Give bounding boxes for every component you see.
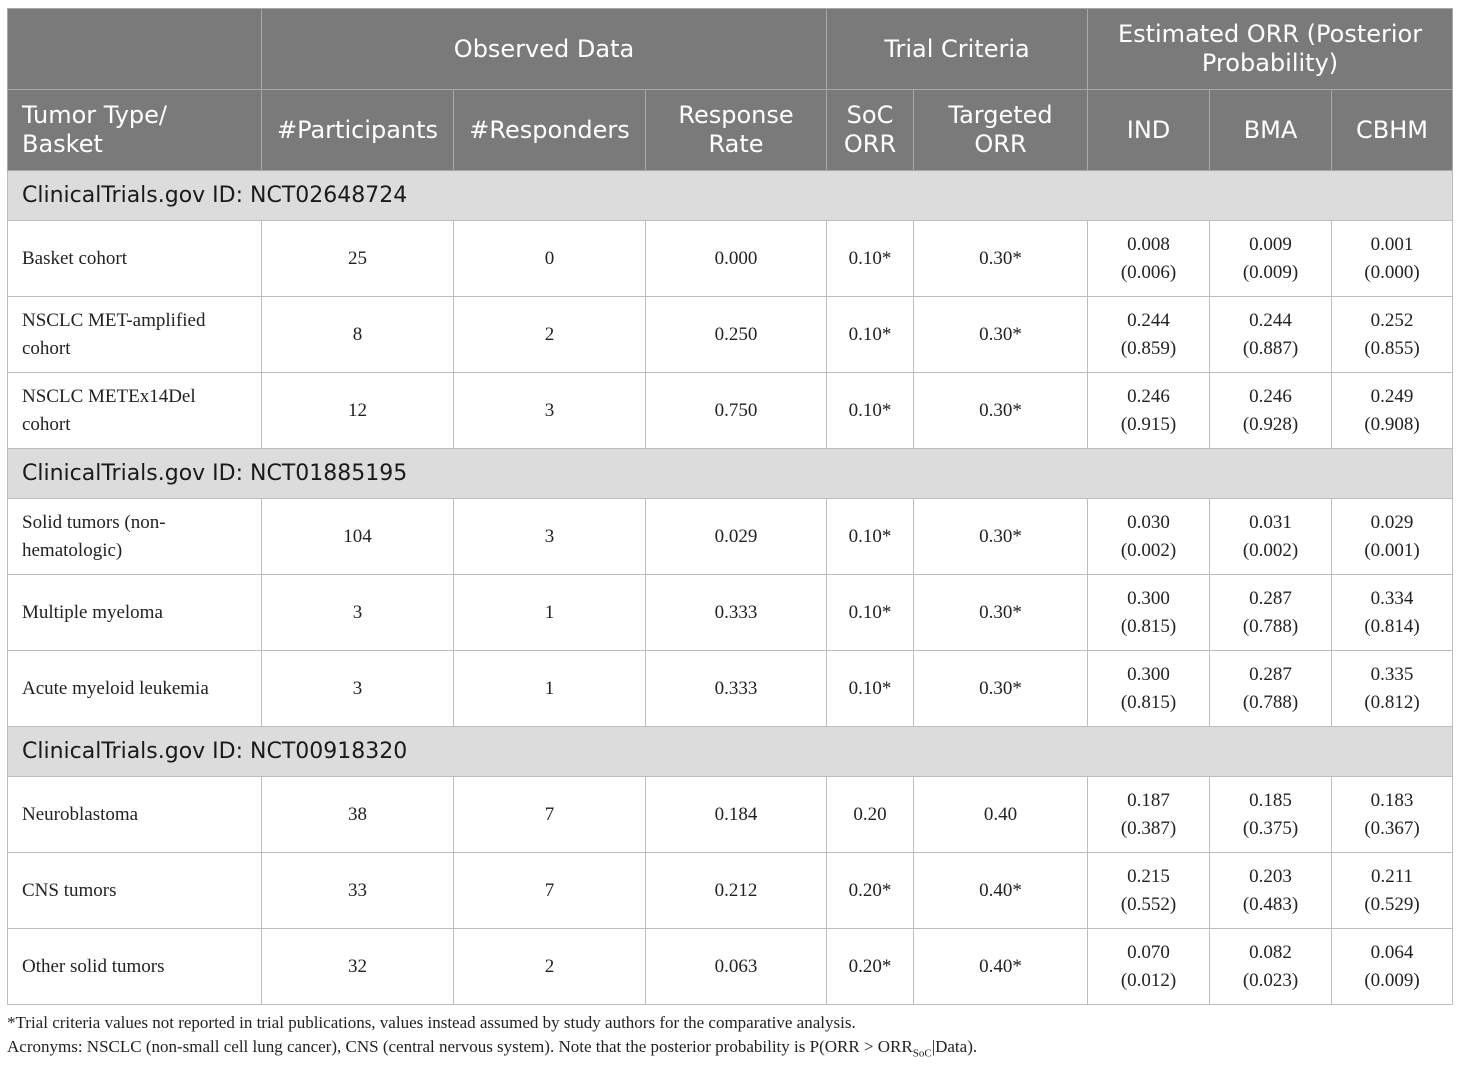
header-empty-cell — [8, 9, 262, 90]
bma-cell: 0.287 (0.788) — [1210, 651, 1332, 727]
section-title: ClinicalTrials.gov ID: NCT01885195 — [8, 449, 1453, 499]
targeted-orr-cell: 0.30* — [914, 651, 1088, 727]
responders-cell: 0 — [454, 221, 646, 297]
bma-cell: 0.082 (0.023) — [1210, 929, 1332, 1005]
table-row — [8, 221, 1453, 297]
cbhm-cell: 0.211 (0.529) — [1332, 853, 1453, 929]
section-title: ClinicalTrials.gov ID: NCT02648724 — [8, 171, 1453, 221]
table-row — [8, 297, 1453, 373]
tumor-type-cell: Basket cohort — [8, 221, 262, 297]
ind-cell: 0.008 (0.006) — [1088, 221, 1210, 297]
responders-cell: 1 — [454, 575, 646, 651]
cbhm-cell: 0.064 (0.009) — [1332, 929, 1453, 1005]
targeted-orr-cell: 0.30* — [914, 575, 1088, 651]
tumor-type-cell: Multiple myeloma — [8, 575, 262, 651]
responders-cell: 3 — [454, 373, 646, 449]
participants-cell: 32 — [262, 929, 454, 1005]
table-row — [8, 929, 1453, 1005]
targeted-orr-cell: 0.40* — [914, 853, 1088, 929]
cbhm-cell: 0.183 (0.367) — [1332, 777, 1453, 853]
asterisk-footnote: *Trial criteria values not reported in trial publications, values instead assumed by study authors for the comparative analysis. — [7, 1013, 856, 1032]
tumor-type-cell: NSCLC METEx14Del cohort — [8, 373, 262, 449]
targeted-orr-cell: 0.30* — [914, 373, 1088, 449]
targeted-orr-cell: 0.30* — [914, 499, 1088, 575]
responders-cell: 2 — [454, 929, 646, 1005]
cbhm-cell: 0.252 (0.855) — [1332, 297, 1453, 373]
response-rate-cell: 0.212 — [646, 853, 827, 929]
tumor-type-cell: Acute myeloid leukemia — [8, 651, 262, 727]
section-header-row — [8, 449, 1453, 499]
header-soc-orr: SoC ORR — [827, 90, 914, 171]
table-row — [8, 575, 1453, 651]
responders-cell: 1 — [454, 651, 646, 727]
header-trial-criteria: Trial Criteria — [827, 9, 1088, 90]
response-rate-cell: 0.184 — [646, 777, 827, 853]
participants-cell: 12 — [262, 373, 454, 449]
targeted-orr-cell: 0.40 — [914, 777, 1088, 853]
soc-orr-cell: 0.10* — [827, 297, 914, 373]
header-cbhm: CBHM — [1332, 90, 1453, 171]
responders-cell: 7 — [454, 853, 646, 929]
soc-orr-cell: 0.20 — [827, 777, 914, 853]
tumor-type-cell: CNS tumors — [8, 853, 262, 929]
participants-cell: 3 — [262, 651, 454, 727]
header-responders: #Responders — [454, 90, 646, 171]
acronyms-footnote: Acronyms: NSCLC (non-small cell lung cancer), CNS (central nervous system). Note that the posterior probability is $P(ORR > ORR_{SoC}|Data)$. — [7, 1037, 978, 1060]
ind-cell: 0.030 (0.002) — [1088, 499, 1210, 575]
soc-orr-cell: 0.10* — [827, 499, 914, 575]
ind-cell: 0.215 (0.552) — [1088, 853, 1210, 929]
bma-cell: 0.287 (0.788) — [1210, 575, 1332, 651]
soc-orr-cell: 0.10* — [827, 221, 914, 297]
header-row-groups — [8, 9, 1453, 90]
bma-cell: 0.244 (0.887) — [1210, 297, 1332, 373]
cbhm-cell: 0.249 (0.908) — [1332, 373, 1453, 449]
bma-cell: 0.203 (0.483) — [1210, 853, 1332, 929]
tumor-type-cell: Neuroblastoma — [8, 777, 262, 853]
header-estimated-orr: Estimated ORR (Posterior Probability) — [1088, 9, 1453, 90]
participants-cell: 25 — [262, 221, 454, 297]
participants-cell: 3 — [262, 575, 454, 651]
header-row-columns — [8, 90, 1453, 171]
cbhm-cell: 0.001 (0.000) — [1332, 221, 1453, 297]
header-targeted-orr: Targeted ORR — [914, 90, 1088, 171]
bma-cell: 0.009 (0.009) — [1210, 221, 1332, 297]
response-rate-cell: 0.029 — [646, 499, 827, 575]
soc-orr-cell: 0.10* — [827, 651, 914, 727]
section-title: ClinicalTrials.gov ID: NCT00918320 — [8, 727, 1453, 777]
response-rate-cell: 0.063 — [646, 929, 827, 1005]
results-table — [7, 8, 1453, 1005]
table-row — [8, 777, 1453, 853]
responders-cell: 2 — [454, 297, 646, 373]
header-ind: IND — [1088, 90, 1210, 171]
bma-cell: 0.185 (0.375) — [1210, 777, 1332, 853]
ind-cell: 0.187 (0.387) — [1088, 777, 1210, 853]
response-rate-cell: 0.333 — [646, 575, 827, 651]
bma-cell: 0.246 (0.928) — [1210, 373, 1332, 449]
tumor-type-cell: NSCLC MET-amplified cohort — [8, 297, 262, 373]
ind-cell: 0.070 (0.012) — [1088, 929, 1210, 1005]
cbhm-cell: 0.334 (0.814) — [1332, 575, 1453, 651]
response-rate-cell: 0.250 — [646, 297, 827, 373]
ind-cell: 0.244 (0.859) — [1088, 297, 1210, 373]
response-rate-cell: 0.000 — [646, 221, 827, 297]
table-row — [8, 651, 1453, 727]
header-bma: BMA — [1210, 90, 1332, 171]
soc-orr-cell: 0.10* — [827, 575, 914, 651]
table-row — [8, 499, 1453, 575]
ind-cell: 0.300 (0.815) — [1088, 575, 1210, 651]
targeted-orr-cell: 0.30* — [914, 297, 1088, 373]
soc-orr-cell: 0.20* — [827, 929, 914, 1005]
tumor-type-cell: Other solid tumors — [8, 929, 262, 1005]
soc-orr-cell: 0.20* — [827, 853, 914, 929]
targeted-orr-cell: 0.40* — [914, 929, 1088, 1005]
table-row — [8, 373, 1453, 449]
responders-cell: 7 — [454, 777, 646, 853]
response-rate-cell: 0.333 — [646, 651, 827, 727]
header-response-rate: Response Rate — [646, 90, 827, 171]
table-footnotes — [7, 1011, 1452, 1065]
participants-cell: 38 — [262, 777, 454, 853]
participants-cell: 33 — [262, 853, 454, 929]
header-tumor-type: Tumor Type/ Basket — [8, 90, 262, 171]
response-rate-cell: 0.750 — [646, 373, 827, 449]
header-observed-data: Observed Data — [262, 9, 827, 90]
cbhm-cell: 0.335 (0.812) — [1332, 651, 1453, 727]
soc-orr-cell: 0.10* — [827, 373, 914, 449]
tumor-type-cell: Solid tumors (non- hematologic) — [8, 499, 262, 575]
table-row — [8, 853, 1453, 929]
section-header-row — [8, 727, 1453, 777]
participants-cell: 8 — [262, 297, 454, 373]
responders-cell: 3 — [454, 499, 646, 575]
targeted-orr-cell: 0.30* — [914, 221, 1088, 297]
section-header-row — [8, 171, 1453, 221]
cbhm-cell: 0.029 (0.001) — [1332, 499, 1453, 575]
ind-cell: 0.300 (0.815) — [1088, 651, 1210, 727]
participants-cell: 104 — [262, 499, 454, 575]
table-body — [8, 171, 1453, 1005]
header-participants: #Participants — [262, 90, 454, 171]
bma-cell: 0.031 (0.002) — [1210, 499, 1332, 575]
ind-cell: 0.246 (0.915) — [1088, 373, 1210, 449]
